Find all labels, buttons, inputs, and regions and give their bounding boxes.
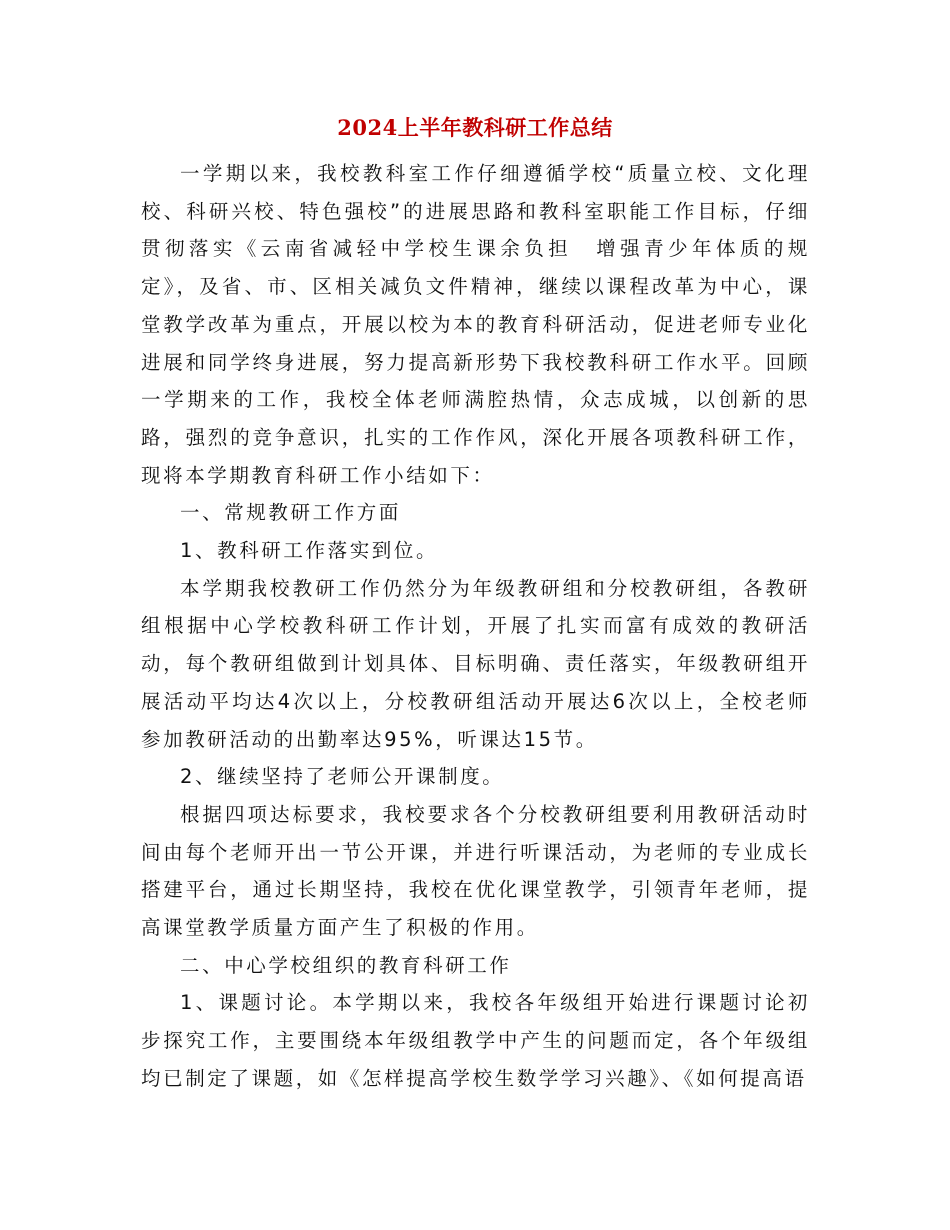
document-title: 2024上半年教科研工作总结 — [337, 115, 613, 140]
paragraph-open-class: 根据四项达标要求，我校要求各个分校教研组要利用教研活动时间由每个老师开出一节公开课，并进行听课活动，为老师的专业成长搭建平台，通过长期坚持，我校在优化课堂教学，引领青年老师，提高课堂教学质量方面产生了积极的作用。 — [141, 802, 810, 940]
paragraph-research-groups: 本学期我校教研工作仍然分为年级教研组和分校教研组，各教研组根据中心学校教科研工作计划，开展了扎实而富有成效的教研活动，每个教研组做到计划具体、目标明确、责任落实，年级教研组开展活动平均达4次以上，分校教研组活动开展达6次以上，全校老师参加教研活动的出勤率达95%，听课达15节。 — [141, 576, 810, 751]
paragraph-topic-discussion: 1、课题讨论。本学期以来，我校各年级组开始进行课题讨论初步探究工作，主要围绕本年级组教学中产生的问题而定，各个年级组均已制定了课题，如《怎样提高学校生数学学习兴趣》、《如何提高语 — [141, 991, 810, 1090]
section-heading-central-school: 二、中心学校组织的教育科研工作 — [180, 953, 512, 977]
section-heading-routine-research: 一、常规教研工作方面 — [180, 501, 402, 525]
paragraph-intro: 一学期以来，我校教科室工作仔细遵循学校“质量立校、文化理校、科研兴校、特色强校”的进展思路和教科室职能工作目标，仔细贯彻落实《云南省减轻中学校生课余负担 增强青少年体质的规定》，及省、市、区相关减负文件精神，继续以课程改革为中心，课堂教学改革为重点，开展以校为本的教育科研活动，促进老师专业化进展和同学终身进展，努力提高新形势下我校教科研工作水平。回顾一学期来的工作，我校全体老师满腔热情，众志成城，以创新的思路，强烈的竞争意识，扎实的工作作风，深化开展各项教科研工作，现将本学期教育科研工作小结如下： — [141, 162, 810, 487]
subheading-implementation: 1、教科研工作落实到位。 — [180, 539, 439, 563]
document-body — [141, 155, 810, 1098]
subheading-open-class: 2、继续坚持了老师公开课制度。 — [180, 765, 505, 789]
